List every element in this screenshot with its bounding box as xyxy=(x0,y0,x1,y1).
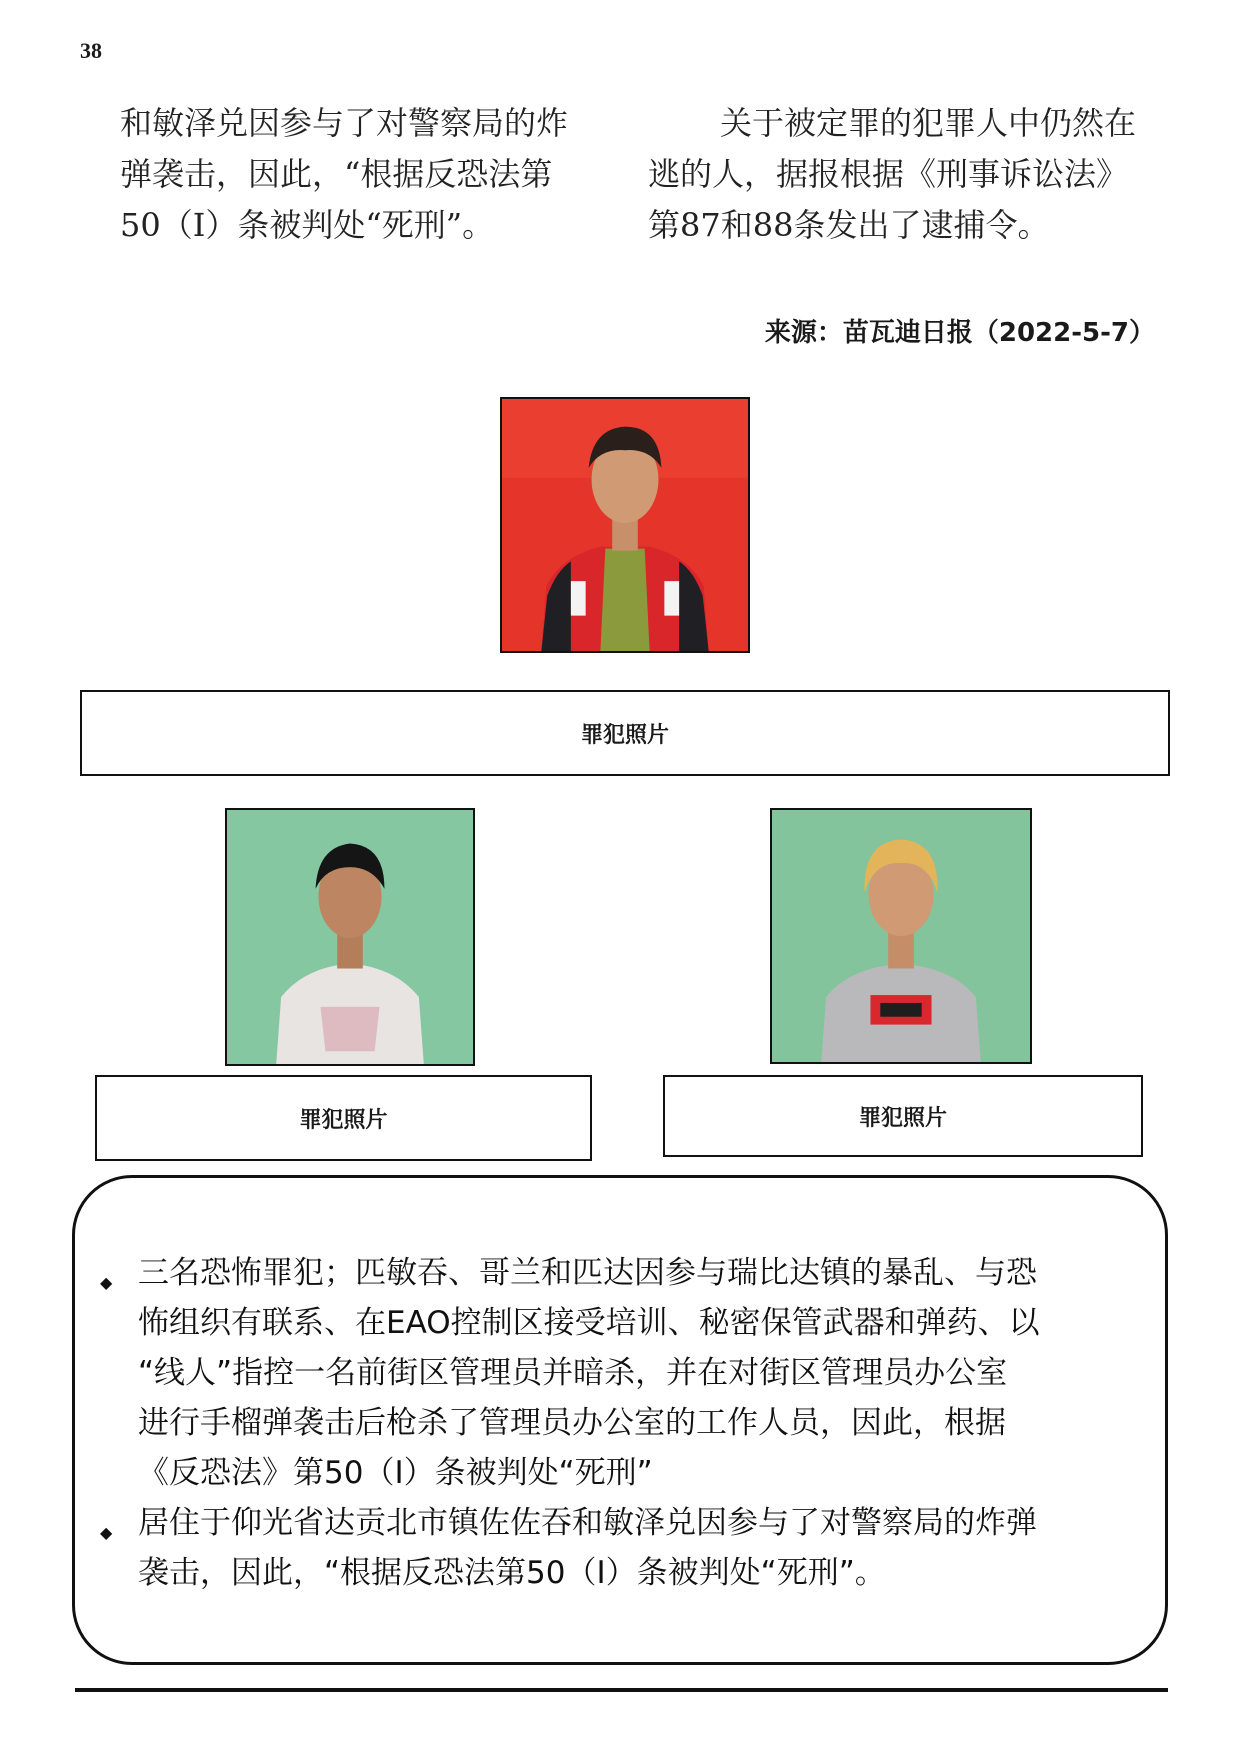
bullet-line: “线人”指控一名前街区管理员并暗杀，并在对街区管理员办公室 xyxy=(138,1355,1008,1391)
bullet-line: 三名恐怖罪犯；匹敏吞、哥兰和匹达因参与瑞比达镇的暴乱、与恐 xyxy=(138,1255,1037,1291)
page-number: 38 xyxy=(80,38,102,63)
bullet-line: 进行手榴弹袭击后枪杀了管理员办公室的工作人员，因此，根据 xyxy=(138,1405,1006,1441)
photo-caption-top: 罪犯照片 xyxy=(80,690,1170,776)
photo-caption-bottom-left: 罪犯照片 xyxy=(95,1075,592,1161)
criminal-photo-top xyxy=(500,397,750,653)
source-citation: 来源：苗瓦迪日报（2022-5-7） xyxy=(764,318,1155,348)
bullet-item xyxy=(100,1498,1150,1598)
bullet-line: 怖组织有联系、在EAO控制区接受培训、秘密保管武器和弹药、以 xyxy=(138,1305,1040,1341)
text-line: 第87和88条发出了逮捕令。 xyxy=(648,206,1050,244)
text-line: 50（I）条被判处“死刑”。 xyxy=(120,206,495,244)
text-line: 和敏泽兑因参与了对警察局的炸 xyxy=(120,104,569,142)
bullet-line: 居住于仰光省达贡北市镇佐佐吞和敏泽兑因参与了对警察局的炸弹 xyxy=(138,1505,1037,1541)
bottom-divider xyxy=(75,1688,1168,1692)
text-line: 弹袭击，因此，“根据反恐法第 xyxy=(120,155,553,193)
criminal-photo-bottom-right xyxy=(770,808,1032,1064)
right-column-text xyxy=(648,98,1178,251)
photo-caption-bottom-right: 罪犯照片 xyxy=(663,1075,1143,1157)
diamond-bullet-icon: ◆ xyxy=(100,1273,113,1292)
summary-bullets xyxy=(100,1248,1150,1598)
text-line: 关于被定罪的犯罪人中仍然在 xyxy=(720,104,1137,142)
text-line: 逃的人，据报根据《刑事诉讼法》 xyxy=(648,155,1129,193)
bullet-line: 《反恐法》第50（I）条被判处“死刑” xyxy=(138,1455,653,1491)
criminal-photo-bottom-left xyxy=(225,808,475,1066)
diamond-bullet-icon: ◆ xyxy=(100,1523,113,1542)
bullet-line: 袭击，因此，“根据反恐法第50（I）条被判处“死刑”。 xyxy=(138,1555,886,1591)
left-column-text xyxy=(120,98,610,251)
bullet-item xyxy=(100,1248,1150,1498)
